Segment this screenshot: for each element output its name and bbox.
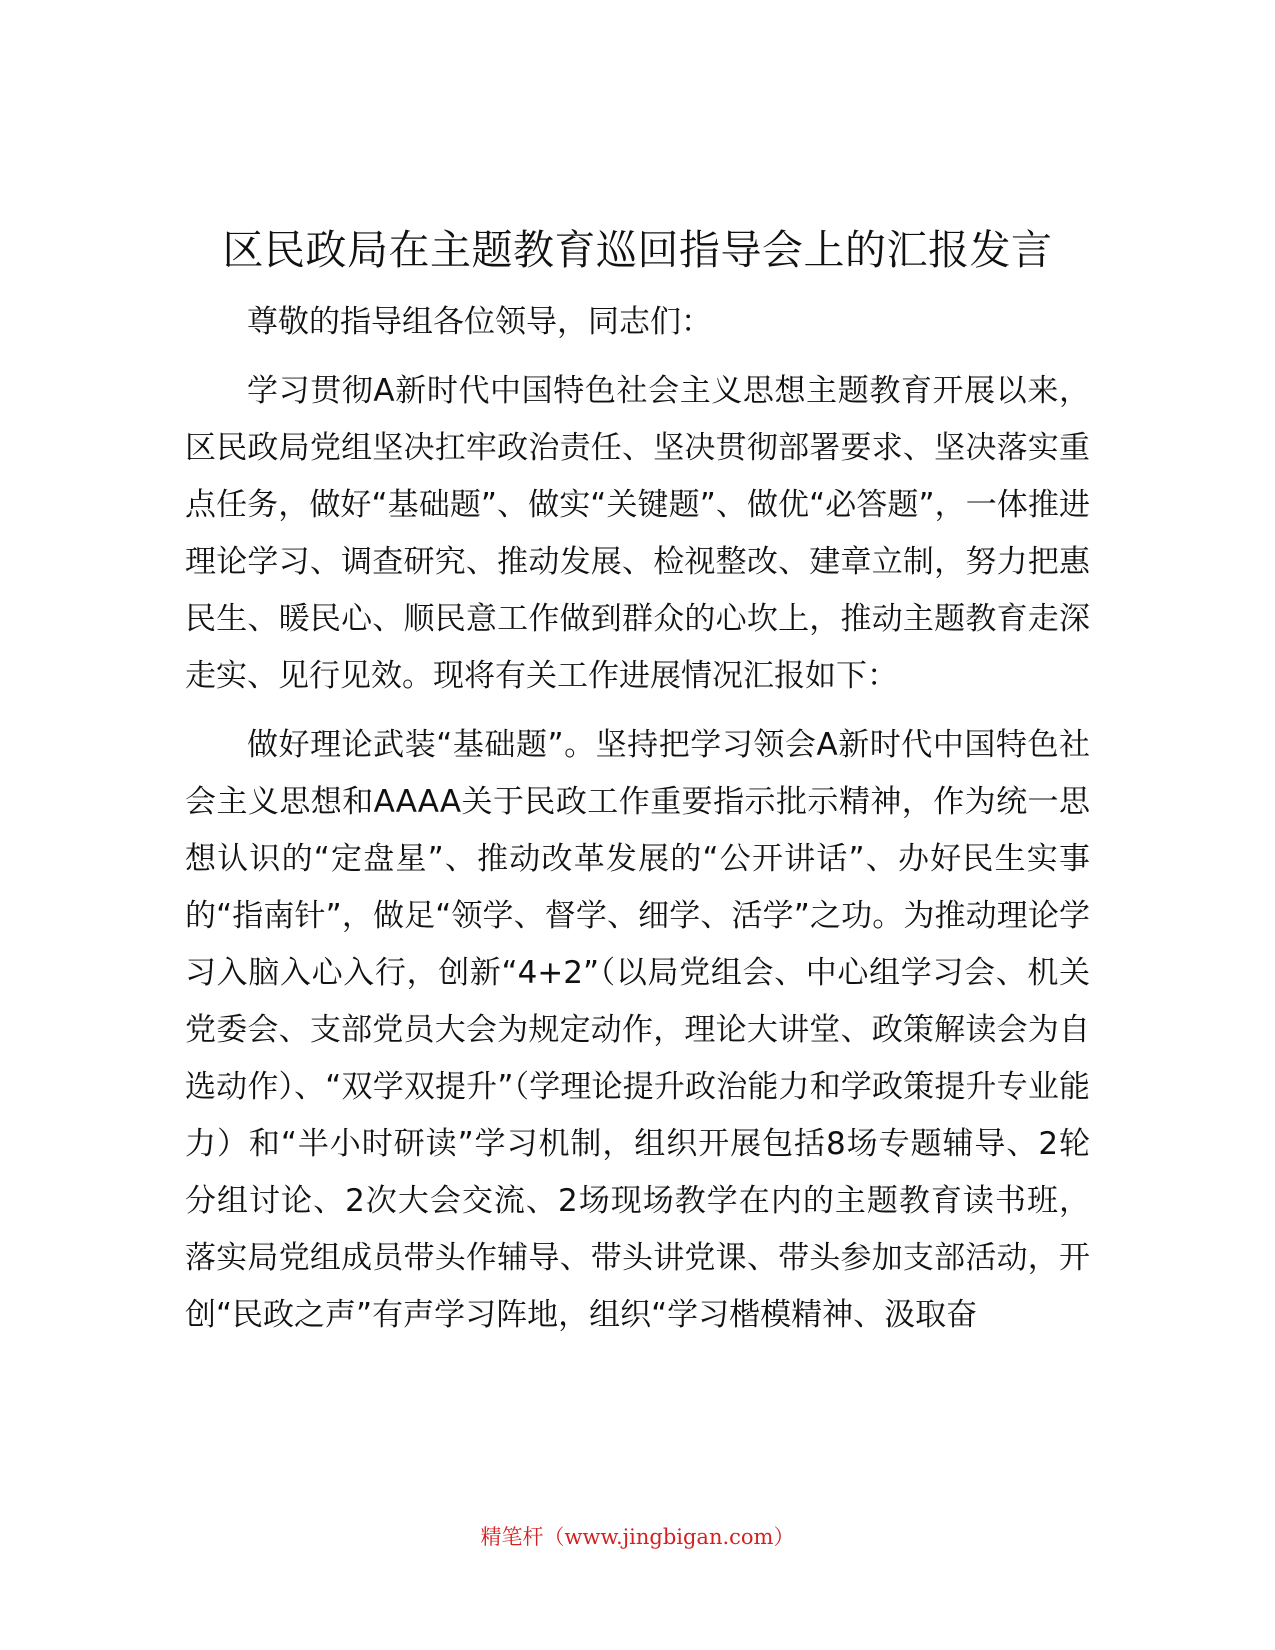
document-body — [185, 294, 1090, 1344]
theory-paragraph: 做好理论武装“基础题”。坚持把学习领会A新时代中国特色社会主义思想和AAAA关于民政工作重要指示批示精神，作为统一思想认识的“定盘星”、推动改革发展的“公开讲话”、办好民生实事的“指南针”，做足“领学、督学、细学、活学”之功。为推动理论学习入脑入心入行，创新“4+2”（以局党组会、中心组学习会、机关党委会、支部党员大会为规定动作，理论大讲堂、政策解读会为自选动作）、“双学双提升”（学理论提升政治能力和学政策提升专业能力）和“半小时研读”学习机制，组织开展包括8场专题辅导、2轮分组讨论、2次大会交流、2场现场教学在内的主题教育读书班，落实局党组成员带头作辅导、带头讲党课、带头参加支部活动，开创“民政之声”有声学习阵地，组织“学习楷模精神、汲取奋 — [185, 727, 1090, 1333]
salutation: 尊敬的指导组各位领导，同志们： — [247, 304, 712, 340]
document-title: 区民政局在主题教育巡回指导会上的汇报发言 — [222, 226, 1053, 274]
footer-watermark: 精笔杆（www.jingbigan.com） — [480, 1525, 795, 1549]
intro-paragraph: 学习贯彻A新时代中国特色社会主义思想主题教育开展以来，区民政局党组坚决扛牢政治责任、坚决贯彻部署要求、坚决落实重点任务，做好“基础题”、做实“关键题”、做优“必答题”，一体推进理论学习、调查研究、推动发展、检视整改、建章立制，努力把惠民生、暖民心、顺民意工作做到群众的心坎上，推动主题教育走深走实、见行见效。现将有关工作进展情况汇报如下： — [185, 373, 1090, 694]
